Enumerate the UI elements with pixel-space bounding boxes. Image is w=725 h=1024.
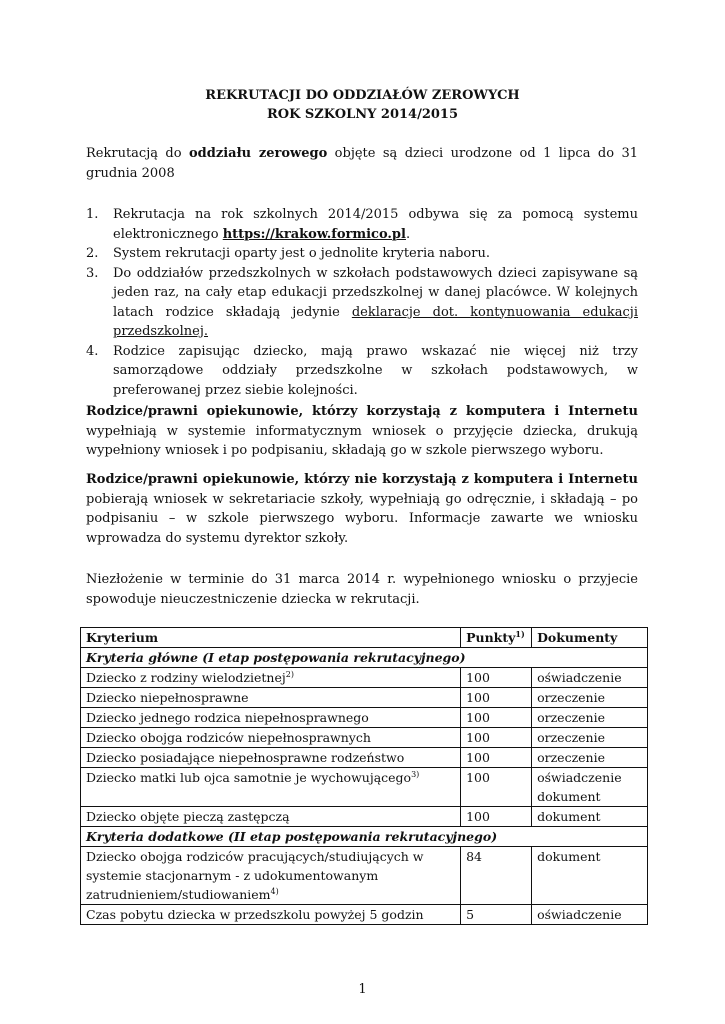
criterion-text: Dziecko obojga rodziców pracujących/studiujących w systemie stacjonarnym - z udokumentowanym zatrudnieniem/studiowaniem	[86, 849, 424, 902]
points-cell: 5	[461, 905, 532, 925]
points-cell: 100	[461, 807, 532, 827]
criterion-cell	[81, 708, 461, 728]
section-row-extra	[81, 827, 648, 847]
list-number: 2.	[86, 246, 99, 261]
header-criterion: Kryterium	[81, 628, 461, 648]
table-row	[81, 708, 648, 728]
table-row	[81, 688, 648, 708]
criterion-text: Dziecko posiadające niepełnosprawne rodzeństwo	[86, 750, 405, 765]
system-link[interactable]: https://krakow.formico.pl	[222, 226, 406, 242]
documents-cell: oświadczenie dokument	[532, 768, 648, 807]
points-cell: 100	[461, 668, 532, 688]
list-item	[86, 205, 638, 244]
criterion-cell	[81, 768, 461, 807]
list-item	[86, 342, 638, 401]
computer-users-paragraph	[86, 402, 638, 461]
list-text: Do oddziałów przedszkolnych w szkołach podstawowych dzieci zapisywane są jeden raz, na cały etap edukacji przedszkolnej w danej placówce. W kolejnych latach rodzice składają jedynie	[113, 265, 638, 320]
points-cell: 100	[461, 708, 532, 728]
list-number: 4.	[86, 343, 99, 359]
rules-list	[86, 205, 638, 400]
deadline-note: Niezłożenie w terminie do 31 marca 2014 r. wypełnionego wniosku o przyjecie spowoduje nieuczestniczenie dziecka w rekrutacji.	[86, 572, 638, 607]
header-points-footnote: 1)	[515, 628, 525, 639]
points-cell: 100	[461, 748, 532, 768]
footnote-mark: 4)	[270, 886, 279, 896]
criterion-text: Dziecko jednego rodzica niepełnosprawnego	[86, 710, 369, 725]
table-row	[81, 807, 648, 827]
criteria-table	[80, 627, 648, 925]
list-number: 1.	[86, 207, 99, 222]
criterion-cell	[81, 728, 461, 748]
points-cell: 100	[461, 688, 532, 708]
table-row	[81, 905, 648, 925]
intro-suffix: objęte są dzieci urodzone od 1 lipca do 31 grudnia 2008	[86, 146, 638, 181]
documents-cell: orzeczenie	[532, 688, 648, 708]
intro-bold: oddziału zerowego	[188, 146, 328, 161]
intro-paragraph	[86, 144, 638, 183]
list-item	[86, 244, 638, 264]
criterion-text: Dziecko obojga rodziców niepełnosprawnych	[86, 730, 371, 745]
documents-cell: orzeczenie	[532, 708, 648, 728]
points-cell: 100	[461, 728, 532, 748]
list-text: Rekrutacja na rok szkolnych 2014/2015 odbywa się za pomocą systemu elektronicznego	[113, 207, 638, 242]
non-computer-users-paragraph	[86, 470, 638, 548]
criterion-text: Czas pobytu dziecka w przedszkolu powyżej 5 godzin	[86, 907, 424, 922]
list-text: System rekrutacji oparty jest o jednolite kryteria naboru.	[113, 246, 490, 261]
documents-cell: oświadczenie	[532, 905, 648, 925]
list-text: Rodzice zapisując dziecko, mają prawo wskazać nie więcej niż trzy samorządowe oddziały przedszkolne w szkołach podstawowych, w preferowanej przez siebie kolejności.	[113, 343, 638, 398]
criterion-cell	[81, 905, 461, 925]
table-row	[81, 728, 648, 748]
criterion-text: Dziecko objęte pieczą zastępczą	[86, 809, 290, 824]
section-title: Kryteria dodatkowe (II etap postępowania rekrutacyjnego)	[81, 827, 648, 847]
documents-cell: dokument	[532, 807, 648, 827]
footnote-mark: 3)	[411, 769, 420, 779]
list-item	[86, 264, 638, 342]
criterion-text: Dziecko matki lub ojca samotnie je wychowującego	[86, 770, 412, 785]
footnote-mark: 2)	[285, 669, 294, 679]
computer-users-bold: Rodzice/prawni opiekunowie, którzy korzystają z komputera i Internetu	[86, 404, 638, 419]
documents-cell: orzeczenie	[532, 748, 648, 768]
header-points	[461, 628, 532, 648]
page-number: 1	[358, 982, 367, 997]
table-row	[81, 668, 648, 688]
points-cell: 84	[461, 847, 532, 905]
documents-cell: orzeczenie	[532, 728, 648, 748]
criterion-text: Dziecko niepełnosprawne	[86, 690, 249, 705]
criterion-text: Dziecko z rodziny wielodzietnej	[86, 670, 286, 685]
non-computer-users-bold: Rodzice/prawni opiekunowie, którzy nie korzystają z komputera i Internetu	[86, 472, 638, 487]
criterion-cell	[81, 748, 461, 768]
documents-cell: oświadczenie	[532, 668, 648, 688]
points-cell: 100	[461, 768, 532, 807]
criterion-cell	[81, 688, 461, 708]
list-underlined-text: deklaracje dot. kontynuowania edukacji przedszkolnej.	[113, 304, 638, 339]
documents-cell: dokument	[532, 847, 648, 905]
page-subtitle: ROK SZKOLNY 2014/2015	[266, 107, 459, 122]
table-row	[81, 847, 648, 905]
section-row-main	[81, 648, 648, 668]
table-header-row	[81, 628, 648, 648]
criterion-cell	[81, 668, 461, 688]
page-title: REKRUTACJI DO ODDZIAŁÓW ZEROWYCH	[205, 88, 520, 103]
list-number: 3.	[86, 265, 99, 281]
header-points-label: Punkty	[466, 630, 516, 645]
non-computer-users-text: pobierają wniosek w sekretariacie szkoły, wypełniają go odręcznie, i składają – po podpisaniu – w szkole pierwszego wyboru. Informacje zawarte we wniosku wprowadza do systemu dyrektor szkoły.	[86, 491, 638, 546]
list-text-end: .	[405, 226, 411, 242]
section-title: Kryteria główne (I etap postępowania rekrutacyjnego)	[81, 648, 648, 668]
table-row	[81, 768, 648, 807]
criterion-cell	[81, 847, 461, 905]
header-documents: Dokumenty	[532, 628, 648, 648]
criterion-cell	[81, 807, 461, 827]
intro-prefix: Rekrutacją do	[86, 146, 189, 161]
table-row	[81, 748, 648, 768]
computer-users-text: wypełniają w systemie informatycznym wniosek o przyjęcie dziecka, drukują wypełniony wniosek i po podpisaniu, składają go w szkole pierwszego wyboru.	[86, 423, 638, 458]
